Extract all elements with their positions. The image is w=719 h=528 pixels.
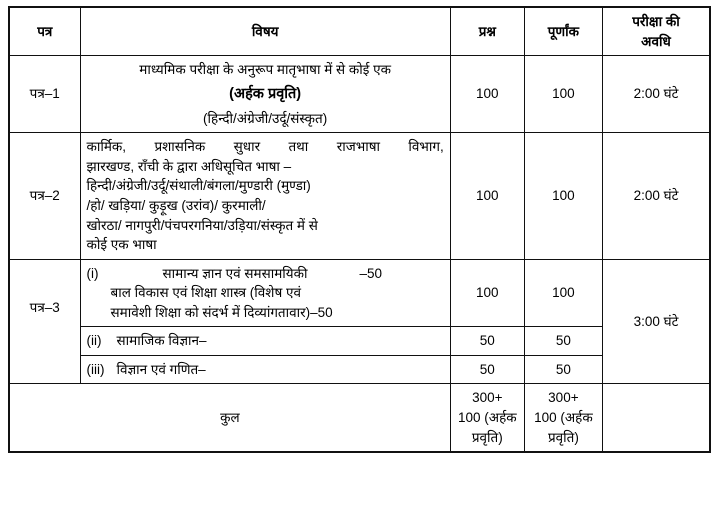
exam-scheme-table [8, 6, 711, 453]
paper-2-label: पत्र–2 [9, 133, 80, 259]
paper-2-subject-line1 [87, 137, 444, 157]
paper-3-subject-ii [80, 327, 450, 356]
paper-3-i-line1 [87, 264, 444, 284]
paper-3-iii-questions: 50 [450, 355, 524, 384]
paper-2-duration: 2:00 घंटे [602, 133, 710, 259]
total-questions-line2: 100 (अर्हक [457, 410, 517, 426]
header-questions: प्रश्न [450, 7, 524, 56]
total-duration [602, 384, 710, 452]
header-duration-line1: परीक्षा की [632, 14, 680, 29]
paper-1-label: पत्र–1 [9, 56, 80, 133]
total-marks-line2: 100 (अर्हक [534, 410, 593, 426]
header-paper: पत्र [9, 7, 80, 56]
paper-1-subject-line1: माध्यमिक परीक्षा के अनुरूप मातृभाषा में से कोई एक [139, 62, 391, 78]
paper-3-i-full-marks: 100 [524, 259, 602, 327]
paper-3-ii-line1 [87, 331, 444, 351]
header-full-marks: पूर्णांक [524, 7, 602, 56]
paper-3-label-spacer [9, 355, 80, 384]
paper-2-subject-line6: कोई एक भाषा [86, 237, 157, 253]
paper-3-label: पत्र–3 [9, 259, 80, 355]
header-duration [602, 7, 710, 56]
paper-2-subject-line1-a: कार्मिक, [86, 139, 127, 155]
paper-3-subject-iii [80, 355, 450, 384]
paper-3-i-questions: 100 [450, 259, 524, 327]
paper-3-i-marker: (i) [86, 265, 99, 281]
paper-2-subject-line2: झारखण्ड, राँची के द्वारा अधिसूचित भाषा – [86, 158, 292, 174]
paper-2-full-marks: 100 [524, 133, 602, 259]
paper-3-i-marker-spacer-2 [87, 283, 111, 303]
paper-3-i-line1-marks: –50 [359, 265, 382, 281]
paper-1-subject-line2: (अर्हक प्रवृति) [229, 85, 302, 102]
paper-3-iii-line1-text: विज्ञान एवं गणित– [116, 361, 206, 377]
header-duration-line2: अवधि [641, 33, 671, 49]
paper-3-iii-line1 [87, 360, 444, 380]
paper-3-i-line1-body [111, 264, 444, 284]
paper-2-subject-line3: हिन्दी/अंग्रेजी/उर्दू/संथाली/बंगला/मुण्डारी (मुण्डा) [86, 178, 311, 194]
paper-1-subject-line3: (हिन्दी/अंग्रेजी/उर्दू/संस्कृत) [203, 110, 328, 126]
table-row-total [9, 384, 710, 452]
paper-3-i-line3-text: समावेशी शिक्षा को संदर्भ में दिव्यांगतावार)–50 [110, 304, 333, 320]
paper-3-ii-line1-text: सामाजिक विज्ञान– [116, 333, 207, 349]
header-subject: विषय [80, 7, 450, 56]
paper-3-iii-full-marks: 50 [524, 355, 602, 384]
total-full-marks [524, 384, 602, 452]
paper-1-subject [80, 56, 450, 133]
table-row-paper-2 [9, 133, 710, 259]
total-questions-line3: प्रवृति) [471, 429, 503, 445]
paper-2-subject-line1-e: राजभाषा [336, 139, 381, 155]
table-row-paper-3-part-i [9, 259, 710, 327]
paper-2-subject-line1-f: विभाग, [408, 139, 444, 155]
total-label: कुल [9, 384, 450, 452]
paper-3-ii-questions: 50 [450, 327, 524, 356]
paper-1-duration: 2:00 घंटे [602, 56, 710, 133]
paper-2-subject-line4: /हो/ खड़िया/ कुड़ूख (उरांव)/ कुरमाली/ [86, 197, 266, 213]
paper-3-i-marker-spacer-3 [87, 303, 111, 323]
paper-1-questions: 100 [450, 56, 524, 133]
paper-3-i-line2-text: बाल विकास एवं शिक्षा शास्त्र (विशेष एवं [110, 285, 302, 301]
paper-3-duration: 3:00 घंटे [602, 259, 710, 384]
paper-3-ii-full-marks: 50 [524, 327, 602, 356]
table-header-row [9, 7, 710, 56]
paper-2-subject-line5: खोरठा/ नागपुरी/पंचपरगनिया/उड़िया/संस्कृत में से [86, 217, 318, 233]
table-row-paper-1 [9, 56, 710, 133]
total-questions [450, 384, 524, 452]
total-marks-line3: प्रवृति) [547, 429, 579, 445]
paper-1-full-marks: 100 [524, 56, 602, 133]
paper-2-questions: 100 [450, 133, 524, 259]
paper-2-subject-line1-d: तथा [288, 139, 309, 155]
paper-3-subject-i [80, 259, 450, 327]
paper-3-i-line3 [87, 303, 444, 323]
total-marks-line1: 300+ [548, 390, 579, 406]
table-header [9, 7, 710, 56]
paper-3-i-line2 [87, 283, 444, 303]
paper-3-iii-marker: (iii) [86, 361, 105, 377]
total-questions-line1: 300+ [472, 390, 503, 406]
paper-2-subject-line1-b: प्रशासनिक [154, 139, 206, 155]
table-body [9, 56, 710, 453]
paper-3-i-line1-text: सामान्य ज्ञान एवं समसामयिकी [162, 265, 308, 281]
paper-3-ii-marker: (ii) [86, 333, 102, 349]
paper-2-subject [80, 133, 450, 259]
paper-2-subject-line1-c: सुधार [233, 139, 261, 155]
